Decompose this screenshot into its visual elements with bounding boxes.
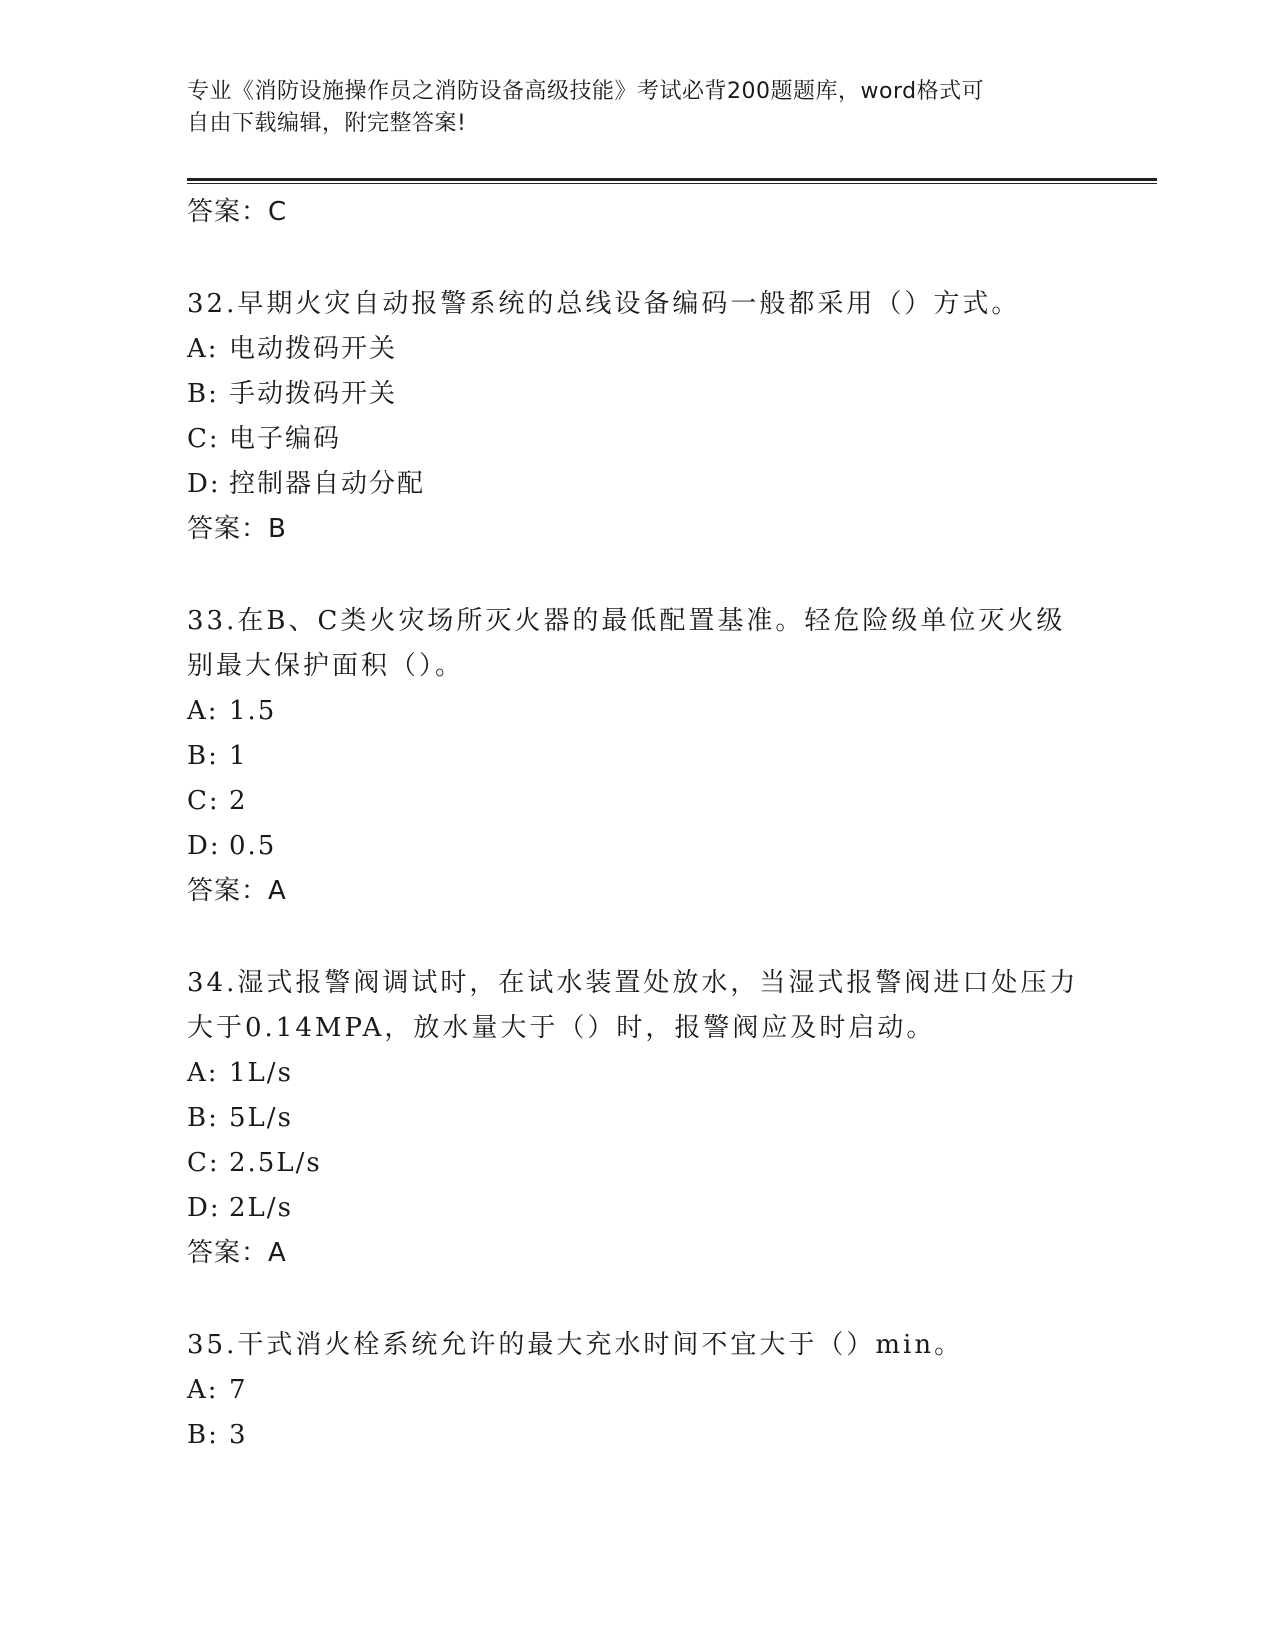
option-a (187, 1368, 1087, 1413)
answer-34: 答案：A (187, 1238, 287, 1268)
option-letter: A: (187, 1058, 219, 1088)
question-text: 32.早期火灾自动报警系统的总线设备编码一般都采用（）方式。 (187, 289, 1021, 319)
question-33 (187, 599, 1087, 913)
option-c (187, 417, 1087, 462)
option-letter: A: (187, 696, 219, 726)
option-text: 2L/s (229, 1193, 293, 1223)
question-34 (187, 961, 1087, 1275)
option-c (187, 779, 1087, 824)
question-list (187, 190, 1087, 1458)
question-text: 35.干式消火栓系统允许的最大充水时间不宜大于（）min。 (187, 1330, 964, 1360)
answer-32: 答案：B (187, 514, 287, 544)
question-text-line-1: 34.湿式报警阀调试时，在试水装置处放水，当湿式报警阀进口处压力 (187, 968, 1079, 998)
question-text-line-2: 别最大保护面积（）。 (187, 651, 465, 681)
option-letter: C: (187, 786, 220, 816)
option-letter: C: (187, 424, 220, 454)
option-a (187, 327, 1087, 372)
option-text: 1.5 (229, 696, 277, 726)
option-d (187, 824, 1087, 869)
option-letter: B: (187, 379, 219, 409)
header-line-2: 自由下载编辑，附完整答案! (187, 111, 467, 136)
option-letter: D: (187, 1193, 221, 1223)
option-text: 7 (229, 1375, 248, 1405)
option-letter: A: (187, 1375, 219, 1405)
option-letter: D: (187, 469, 221, 499)
option-text: 控制器自动分配 (229, 469, 426, 499)
option-letter: B: (187, 1420, 219, 1450)
option-letter: D: (187, 831, 221, 861)
option-text: 1 (229, 741, 248, 771)
option-b (187, 372, 1087, 417)
option-c (187, 1141, 1087, 1186)
option-d (187, 462, 1087, 507)
answer-33: 答案：A (187, 876, 287, 906)
option-text: 电子编码 (229, 424, 342, 454)
header-divider (187, 178, 1157, 184)
option-d (187, 1186, 1087, 1231)
option-letter: C: (187, 1148, 220, 1178)
header-line-1: 专业《消防设施操作员之消防设备高级技能》考试必背200题题库，word格式可 (187, 79, 985, 104)
option-text: 2.5L/s (229, 1148, 322, 1178)
option-letter: B: (187, 741, 219, 771)
option-a (187, 689, 1087, 734)
option-a (187, 1051, 1087, 1096)
option-b (187, 734, 1087, 779)
option-text: 1L/s (229, 1058, 293, 1088)
option-b (187, 1413, 1087, 1458)
option-text: 0.5 (229, 831, 277, 861)
question-text-line-1: 33.在B、C类火灾场所灭火器的最低配置基准。轻危险级单位灭火级 (187, 606, 1066, 636)
option-text: 电动拨码开关 (229, 334, 398, 364)
question-32 (187, 282, 1087, 551)
document-header (187, 76, 1067, 140)
option-letter: B: (187, 1103, 219, 1133)
option-text: 手动拨码开关 (229, 379, 398, 409)
option-text: 3 (229, 1420, 248, 1450)
question-35 (187, 1323, 1087, 1458)
question-text-line-2: 大于0.14MPA，放水量大于（）时，报警阀应及时启动。 (187, 1013, 936, 1043)
option-b (187, 1096, 1087, 1141)
option-text: 2 (229, 786, 248, 816)
option-text: 5L/s (229, 1103, 293, 1133)
answer-31: 答案：C (187, 197, 288, 227)
option-letter: A: (187, 334, 219, 364)
